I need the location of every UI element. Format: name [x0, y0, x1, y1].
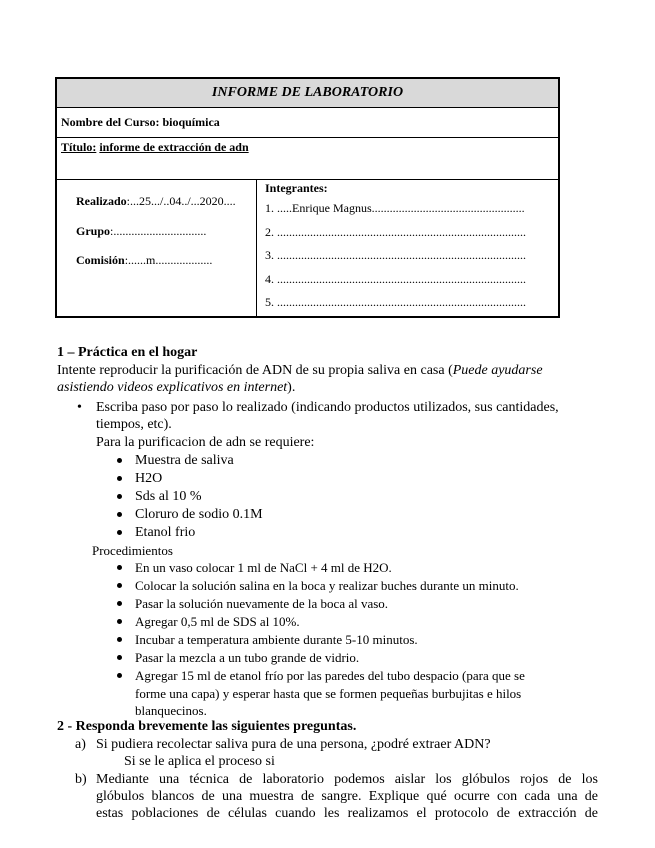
intro-italic: Puede ayudarse [452, 363, 543, 378]
bullet-icon [117, 476, 122, 481]
integrante-row: 4. ................................................................................... [265, 271, 526, 286]
bullet-icon [117, 494, 122, 499]
procedure-step: Agregar 15 ml de etanol frío por las paredes del tubo despacio (para que se [135, 668, 525, 683]
course-name-row [57, 108, 558, 138]
comision-row [76, 253, 256, 283]
integrantes-list [257, 180, 558, 316]
comision-label: Comisión [76, 253, 125, 267]
bullet-icon [117, 530, 122, 535]
question-a-label: a) [75, 737, 86, 752]
question-b-line2: glóbulos blancos de una muestra de sangre. Explique qué ocurre con cada una de [96, 789, 598, 804]
integrante-row: 2. ................................................................................... [265, 224, 526, 239]
grupo-value: :............................... [110, 223, 207, 238]
section2-title: - Responda brevemente las siguientes preguntas. [67, 719, 357, 734]
requirements-intro: Para la purificacion de adn se requiere: [96, 435, 315, 450]
bullet-icon [117, 655, 122, 660]
question-a-answer: Si se le aplica el proceso si [124, 754, 275, 769]
course-label: Nombre del Curso: [61, 115, 160, 129]
section1-heading: 1 – Práctica en el hogar [57, 345, 198, 360]
section1-intro-line1 [57, 362, 543, 379]
material-item: H2O [135, 471, 163, 486]
procedure-step: Agregar 0,5 ml de SDS al 10%. [135, 614, 300, 629]
course-value: bioquímica [162, 115, 220, 129]
report-title-row [57, 138, 558, 180]
lab-report-header-table [55, 77, 560, 318]
task-bullet-line2: tiempos, etc). [96, 417, 172, 432]
material-item: Muestra de saliva [135, 453, 234, 468]
report-title: INFORME DE LABORATORIO [57, 79, 558, 108]
integrante-row: 3. ................................................................................... [265, 248, 526, 262]
realizado-label: Realizado [76, 194, 127, 208]
bullet-icon [117, 637, 122, 642]
bullet-icon [117, 601, 122, 606]
comision-value: :......m................... [124, 253, 213, 267]
procedure-step-cont: forme una capa) y esperar hasta que se formen pequeñas burbujitas e hilos [135, 686, 522, 701]
question-a-text: Si pudiera recolectar saliva pura de una persona, ¿podré extraer ADN? [96, 737, 491, 752]
section1-intro-line2 [57, 379, 295, 396]
grupo-label: Grupo [76, 223, 111, 238]
bullet-icon [117, 458, 122, 463]
procedure-step: Pasar la solución nuevamente de la boca al vaso. [135, 596, 389, 611]
procedure-step: En un vaso colocar 1 ml de NaCl + 4 ml de H2O. [135, 560, 392, 575]
intro-text: Intente reproducir la purificación de ADN de su propia saliva en casa ( [57, 363, 453, 378]
report-meta [57, 180, 257, 316]
section2-number: 2 [57, 719, 64, 734]
bullet-icon [117, 673, 122, 678]
titulo-label: Título: [61, 140, 97, 154]
integrantes-label: Integrantes: [265, 181, 328, 195]
bullet-icon [117, 565, 122, 570]
material-item: Etanol frio [135, 525, 196, 540]
question-b-line3: estas poblaciones de células cuando les realizamos el protocolo de extracción de [96, 806, 598, 821]
section2-heading [57, 718, 356, 735]
realizado-value: :...25.../..04../...2020.... [126, 194, 236, 208]
intro-close: ). [287, 380, 296, 395]
question-b-label: b) [75, 772, 87, 787]
intro-italic-2: asistiendo videos explicativos en internet [57, 380, 288, 395]
realizado-row [76, 194, 256, 224]
procedures-heading: Procedimientos [92, 543, 173, 558]
bullet-icon: • [77, 400, 82, 415]
procedure-step-cont: blanquecinos. [135, 703, 207, 718]
question-b-line1: Mediante una técnica de laboratorio podemos aislar los glóbulos rojos de los [96, 772, 598, 787]
procedure-step: Colocar la solución salina en la boca y realizar buches durante un minuto. [135, 578, 519, 593]
bullet-icon [117, 619, 122, 624]
material-item: Cloruro de sodio 0.1M [135, 507, 263, 522]
grupo-row [76, 224, 256, 254]
material-item: Sds al 10 % [135, 489, 202, 504]
procedure-step: Incubar a temperatura ambiente durante 5-10 minutos. [135, 632, 418, 647]
bullet-icon [117, 583, 122, 588]
task-bullet-line1: Escriba paso por paso lo realizado (indicando productos utilizados, sus cantidades, [96, 400, 559, 415]
header-details [57, 180, 558, 316]
titulo-value: informe de extracción de adn [99, 140, 249, 154]
integrante-row: 1. .....Enrique Magnus................................................... [265, 201, 525, 215]
procedure-step: Pasar la mezcla a un tubo grande de vidrio. [135, 650, 360, 665]
integrante-row: 5. ................................................................................... [265, 295, 526, 309]
bullet-icon [117, 512, 122, 517]
